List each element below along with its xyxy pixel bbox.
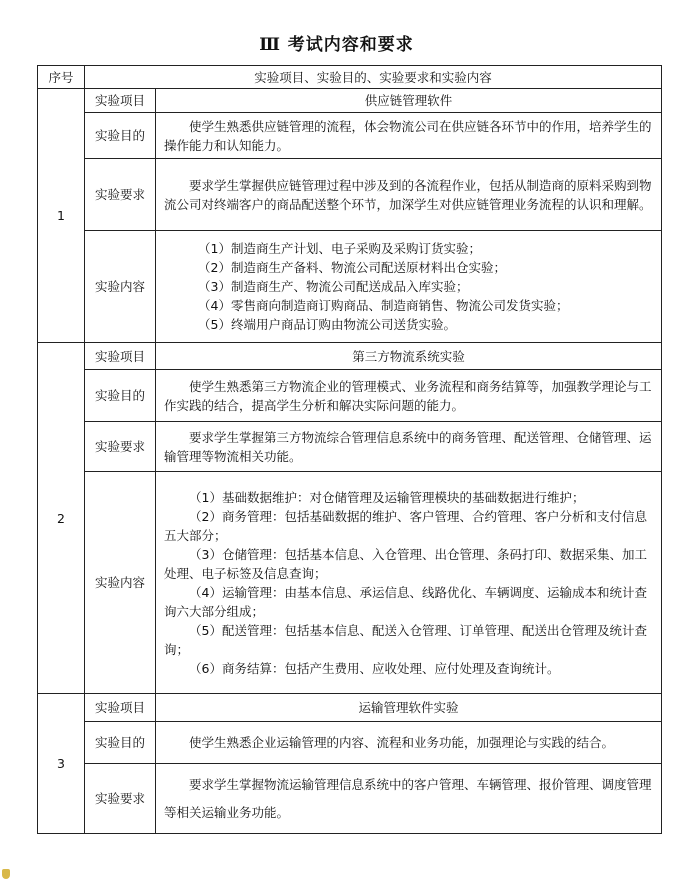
corner-marker-icon (2, 869, 10, 879)
label-content: 实验内容 (85, 231, 156, 343)
label-project: 实验项目 (85, 89, 156, 113)
content-item: （4）运输管理：由基本信息、承运信息、线路优化、车辆调度、运输成本和统计查询六大部分组成； (164, 584, 647, 619)
content-item: （2）商务管理：包括基础数据的维护、客户管理、合约管理、客户分析和支付信息五大部分； (164, 508, 647, 543)
project-name: 供应链管理软件 (156, 89, 662, 113)
label-content: 实验内容 (85, 472, 156, 694)
section-number: 2 (38, 343, 85, 694)
content-list (156, 231, 662, 343)
content-item: （6）商务结算：包括产生费用、应收处理、应付处理及查询统计。 (189, 660, 560, 676)
label-purpose: 实验目的 (85, 370, 156, 422)
table-row (38, 472, 662, 694)
label-requirement: 实验要求 (85, 159, 156, 231)
content-item: （3）制造商生产、物流公司配送成品入库实验； (198, 279, 469, 294)
header-col-num: 序号 (38, 66, 85, 89)
requirement-text: 要求学生掌握第三方物流综合管理信息系统中的商务管理、配送管理、仓储管理、运输管理等物流相关功能。 (156, 422, 662, 472)
content-item: （1）制造商生产计划、电子采购及采购订货实验； (198, 241, 481, 256)
table-row (38, 764, 662, 834)
label-purpose: 实验目的 (85, 113, 156, 159)
table-row (38, 231, 662, 343)
page-title: Ⅲ 考试内容和要求 (259, 35, 414, 55)
table-row (38, 694, 662, 722)
table-row (38, 722, 662, 764)
label-project: 实验项目 (85, 343, 156, 370)
table-row (38, 370, 662, 422)
label-requirement: 实验要求 (85, 764, 156, 834)
section-number: 3 (38, 694, 85, 834)
project-name: 运输管理软件实验 (156, 694, 662, 722)
label-project: 实验项目 (85, 694, 156, 722)
content-item: （3）仓储管理：包括基本信息、入仓管理、出仓管理、条码打印、数据采集、加工处理、电子标签及信息查询； (164, 546, 647, 581)
project-name: 第三方物流系统实验 (156, 343, 662, 370)
table-row (38, 89, 662, 113)
content-item: （2）制造商生产备料、物流公司配送原材料出仓实验； (198, 260, 506, 275)
header-col-content: 实验项目、实验目的、实验要求和实验内容 (85, 66, 662, 89)
purpose-text: 使学生熟悉供应链管理的流程，体会物流公司在供应链各环节中的作用，培养学生的操作能力和认知能力。 (156, 113, 662, 159)
table-header-row (38, 66, 662, 89)
purpose-text: 使学生熟悉第三方物流企业的管理模式、业务流程和商务结算等，加强教学理论与工作实践的结合，提高学生分析和解决实际问题的能力。 (156, 370, 662, 422)
label-requirement: 实验要求 (85, 422, 156, 472)
table-row (38, 113, 662, 159)
requirement-text: 要求学生掌握供应链管理过程中涉及到的各流程作业，包括从制造商的原料采购到物流公司对终端客户的商品配送整个环节，加深学生对供应链管理业务流程的认识和理解。 (156, 159, 662, 231)
content-item: （4）零售商向制造商订购商品、制造商销售、物流公司发货实验； (198, 298, 569, 313)
label-purpose: 实验目的 (85, 722, 156, 764)
section-number: 1 (38, 89, 85, 343)
requirement-text: 要求学生掌握物流运输管理信息系统中的客户管理、车辆管理、报价管理、调度管理等相关运输业务功能。 (156, 764, 662, 834)
purpose-text: 使学生熟悉企业运输管理的内容、流程和业务功能，加强理论与实践的结合。 (156, 722, 662, 764)
exam-content-table (37, 65, 662, 834)
content-list (156, 472, 662, 694)
content-item: （5）终端用户商品订购由物流公司送货实验。 (198, 317, 456, 332)
table-row (38, 422, 662, 472)
content-item: （1）基础数据维护：对仓储管理及运输管理模块的基础数据进行维护； (189, 489, 585, 505)
content-item: （5）配送管理：包括基本信息、配送入仓管理、订单管理、配送出仓管理及统计查询； (164, 622, 647, 657)
table-row (38, 343, 662, 370)
table-row (38, 159, 662, 231)
